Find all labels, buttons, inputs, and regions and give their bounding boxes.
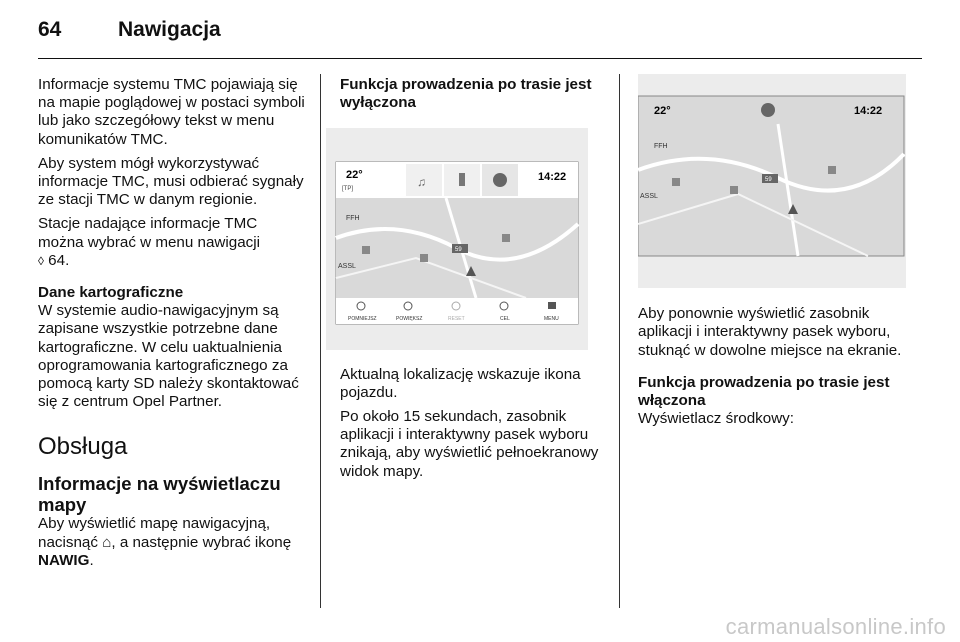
menu-icon [548,302,556,309]
paragraph-open-map [38,515,306,570]
road-number: 59 [765,177,772,183]
paragraph-tmc-symbols: Informacje systemu TMC pojawiają się na mapie poglądowej w postaci symboli lub jako szczegółowy tekst w menu komunikatów TMC. [38,76,305,148]
page-header [38,18,221,48]
column-3 [638,74,922,434]
poi-icon [672,178,680,186]
temperature: 22° [654,105,671,117]
page-number: 64 [38,18,62,41]
column-separator-2 [619,74,620,608]
station-label: FFH [654,143,668,150]
poi-icon [828,166,836,174]
map-screen-1 [326,128,588,350]
heading-map-data: Dane kartograficzne [38,284,184,302]
column-1 [38,76,306,576]
tp-indicator: [TP] [342,186,354,193]
paragraph-tmc-signals: Aby system mógł wykorzystywać informacje TMC, musi odbierać sygnały ze stacji TMC w danym regionie. [38,154,304,209]
station-label: FFH [346,215,360,223]
paragraph-show-again: Aby ponownie wyświetlić zasobnik aplikacji i interaktywny pasek wyboru, stuknąć w dowolne miejsce na ekranie. [638,305,902,359]
poi-icon [730,186,738,194]
clock: 14:22 [854,105,883,117]
paragraph-central-display: Wyświetlacz środkowy: [638,410,794,428]
chapter-title: Nawigacja [118,18,221,41]
poi-icon [502,234,510,242]
home-icon: ⌂ [102,533,112,551]
paragraph-tmc-stations-text: Stacje nadające informacje TMC można wybrać w menu nawigacji [38,215,260,251]
heading-guidance-on: Funkcja prowadzenia po trasie jest włączona [638,373,890,410]
music-icon: ♫ [417,175,426,190]
place-label: ASSL [640,193,658,200]
nav-icon [493,173,507,187]
phone-icon [459,173,465,186]
screenshot-map-with-bar [326,128,588,355]
watermark: carmanualsonline.info [725,614,946,639]
paragraph-map-data: W systemie audio-nawigacyjnym są zapisane wszystkie potrzebne dane kartograficzne. W celu uaktualnienia oprogramowania kartograficznego za pomocą karty SD należy skontaktować się z centrum Opel Partner. [38,302,299,411]
destination-label: CEL [500,316,510,323]
page-ref-link[interactable]: 64. [48,251,70,269]
road-number: 59 [455,247,462,254]
menu-label: MENU [544,316,559,323]
clock: 14:22 [538,171,567,184]
open-map-text-end: . [89,551,94,569]
reset-label: RESET [448,316,465,323]
map-screen-2 [638,74,906,288]
column-2 [340,76,610,487]
paragraph-tmc-stations [38,215,306,270]
header-rule [38,58,922,59]
page-ref-icon: ◊ [38,253,44,268]
zoom-in-label: POWIĘKSZ [396,316,423,323]
open-map-text-a: Aby wyświetlić mapę nawigacyjną, nacisnąć [38,515,271,551]
place-label: ASSL [338,263,356,271]
column-separator-1 [320,74,321,608]
zoom-out-label: POMNIEJSZ [348,316,377,323]
heading-guidance-off: Funkcja prowadzenia po trasie jest wyłączona [340,76,592,112]
paragraph-vehicle-icon: Aktualną lokalizację wskazuje ikona pojazdu. [340,365,581,401]
poi-icon [362,246,370,254]
poi-icon [420,254,428,262]
paragraph-fullscreen: Po około 15 sekundach, zasobnik aplikacji i interaktywny pasek wyboru znikają, aby wyświetlić pełnoekranowy widok mapy. [340,408,599,480]
nav-icon [761,103,775,117]
screenshot-map-fullscreen [638,74,906,293]
open-map-text-b: , a następnie wybrać ikonę [111,533,292,551]
temperature: 22° [346,169,363,182]
heading-operation: Obsługa [38,433,128,461]
nav-icon-label: NAWIG [38,551,90,569]
heading-map-display: Informacje na wyświetlaczu mapy [38,473,281,516]
